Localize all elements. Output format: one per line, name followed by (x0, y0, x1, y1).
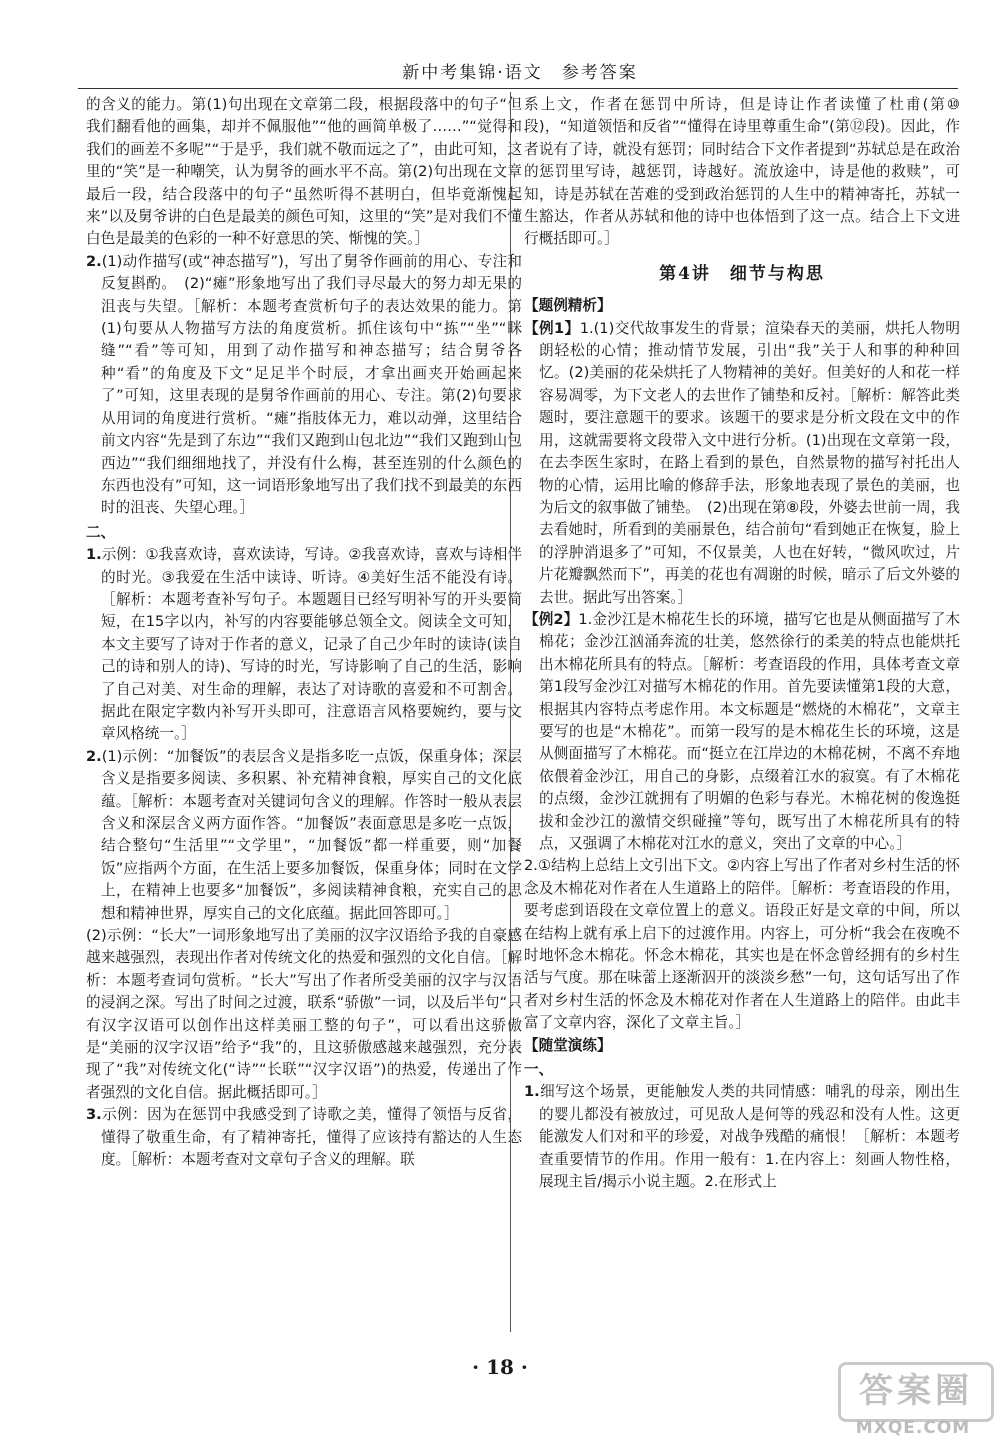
subsection-heading: 【题例精析】 (524, 297, 612, 315)
lecture-title: 第4讲 细节与构思 (659, 263, 825, 284)
answer-item (86, 251, 522, 520)
answer-paragraph: 2.①结构上总结上文引出下文。②内容上写出了作者对乡村生活的怀念及木棉花对作者在人生道路上的陪伴。［解析：考查语段的作用，要考虑到语段在文章位置上的意义。语段正好是文章的中间，所以在结构上就有承上启下的过渡作用。内容上，可分析“我会在夜晚不时地怀念木棉花。怀念木棉花，其实也是在怀念曾经拥有的乡村生活与气度。那在味蕾上逐渐泅开的淡淡乡愁”一句，这句话写出了作者对乡村生活的怀念及木棉花对作者在人生道路上的陪伴。由此丰富了文章内容，深化了文章主旨。］ (524, 857, 960, 1032)
item-number: 2. (86, 252, 102, 270)
header-rule (78, 88, 958, 89)
watermark-text: 答案圈 (838, 1362, 994, 1422)
item-text: (1)动作描写(或“神态描写”)，写出了舅爷作画前的用心、专注和反复斟酌。 (2)“瘫”形象地写出了我们寻尽最大的努力却无果的沮丧与失望。［解析：本题考查赏析句子的表达效果的能力。第(1)句要从人物描写方法的角度赏析。抓住该句中“拣”“坐”“眯缝”“看”等可知，用到了动作描写和神态描写；结合舅爷各种“看”的角度及下文“足足半个时辰，才拿出画夹开始画起来了”可知，这里表现的是舅爷作画前的用心、专注。第(2)句要求从用词的角度进行赏析。“瘫”指肢体无力，难以动弹，这里结合前文内容“先是到了东边”“我们又跑到山包北边”“我们又跑到山包西边”“我们细细地找了，并没有什么梅，甚至连别的什么颜色的东西也没有”可知，这一词语形象地写出了我们找不到最美的东西时的沮丧、失望心理。］ (101, 252, 522, 517)
example-text: 1.(1)交代故事发生的背景；渲染春天的美丽，烘托人物明朗轻松的心情；推动情节发展，引出“我”关于人和事的种种回忆。(2)美丽的花朵烘托了人物精神的美好。但美好的人和花一样容易凋零，为下文老人的去世作了铺垫和反衬。［解析：解答此类题时，要注意题干的要求。该题干的要求是分析文段在文中的作用，这就需要将文段带入文中进行分析。(1)出现在文章第一段，在去李医生家时，在路上看到的景色，自然景物的描写衬托出人物的心情，运用比喻的修辞手法，形象地表现了景色的美丽，也为后文的叙事做了铺垫。 (2)出现在第⑧段，外婆去世前一周，我去看她时，所看到的美丽景色，结合前句“看到她正在恢复，脸上的浮肿消退多了”可知，不仅景美，人也在好转，“微风吹过，片片花瓣飘然而下”，再美的花也有凋谢的时候，暗示了后文外婆的去世。据此写出答案。］ (539, 319, 960, 606)
answer-item (524, 1081, 960, 1193)
column-divider (510, 92, 511, 1332)
item-number: 1. (86, 546, 102, 564)
item-text: 示例：因为在惩罚中我感受到了诗歌之美，懂得了领悟与反省，懂得了敬重生命，有了精神寄托，懂得了应该持有豁达的人生态度。［解析：本题考查对文章句子含义的理解。联 (101, 1106, 522, 1169)
answer-paragraph: 的含义的能力。第(1)句出现在文章第二段，根据段落中的句子“但我们翻看他的画集，却并不佩服他”“他的画简单极了……”“觉得和我们的画差不多呢”“于是乎，我们就不敬而远之了”，由此可知，这里的“笑”是一种嘲笑，认为舅爷的画水平不高。第(2)句出现在文章最后一段，结合段落中的句子“虽然听得不甚明白，但毕竟渐愧起来”以及舅爷讲的白色是最美的颜色可知，这里的“笑”是对我们不懂白色是最美的色彩的一种不好意思的笑、惭愧的笑。］ (86, 96, 522, 248)
section-heading: 二、 (86, 523, 116, 541)
answer-paragraph: 系上文，作者在惩罚中所诗，但是诗让作者读懂了杜甫(第⑩段)，“知道领悟和反省”“懂得在诗里尊重生命”(第⑫段)。因此，作者说有了诗，就没有惩罚；同时结合下文作者提到“苏轼总是在政治的惩罚里写诗，越惩罚，诗越好。流放途中，诗是他的救赎”，可知，诗是苏轼在苦难的受到政治惩罚的人生中的精神寄托，苏轼一生豁达，作者从苏轼和他的诗中也体悟到了这一点。结合上下文进行概括即可。］ (524, 96, 960, 248)
answer-item (86, 746, 522, 925)
item-text: 细写这个场景，更能触发人类的共同情感：哺乳的母亲，刚出生的婴儿都没有被放过，可见敌人是何等的残忍和没有人性。这更能激发人们对和平的珍爱，对战争残酷的痛恨！［解析：本题考查重要情节的作用。作用一般有：1.在内容上：刻画人物性格，展现主旨/揭示小说主题。2.在形式上 (539, 1083, 960, 1191)
right-column (524, 94, 960, 1194)
item-number: 2. (86, 747, 102, 765)
example-tag: 【例2】 (524, 610, 579, 628)
section-heading: 一、 (524, 1061, 554, 1079)
item-text: (1)示例：“加餐饭”的表层含义是指多吃一点饭，保重身体；深层含义是指要多阅读、多积累、补充精神食粮，厚实自己的文化底蕴。［解析：本题考查对关键词句含义的理解。作答时一般从表层含义和深层含义两方面作答。“加餐饭”表面意思是多吃一点饭，结合整句“生活里”“文学里”，“加餐饭”都一样重要，则“加餐饭”应指两个方面，在生活上要多加餐饭，保重身体；同时在文学上，在精神上也要多“加餐饭”，多阅读精神食粮，充实自己的思想和精神世界，厚实自己的文化底蕴。据此回答即可。］ (101, 747, 522, 922)
watermark-url: MXQE.COM (855, 1418, 971, 1438)
watermark-logo (838, 1362, 988, 1440)
example-tag: 【例1】 (524, 319, 580, 337)
item-text: 示例：①我喜欢诗，喜欢读诗，写诗。②我喜欢诗，喜欢与诗相伴的时光。③我爱在生活中读诗、听诗。④美好生活不能没有诗。［解析：本题考查补写句子。本题题目已经写明补写的开头要简短，在15字以内，补写的内容要能够总领全文。阅读全文可知，本文主要写了诗对于作者的意义，记录了自己少年时的读诗(读自己的诗和别人的诗)、写诗的时光，写诗影响了自己的生活，影响了自己对美、对生命的理解，表达了对诗歌的喜爱和不可割舍。据此在限定字数内补写开头即可，注意语言风格要婉约，要与文章风格统一。］ (101, 546, 522, 743)
header-title: 新中考集锦·语文 参考答案 (402, 63, 638, 83)
item-number: 3. (86, 1106, 102, 1124)
item-number: 1. (524, 1083, 540, 1101)
example-answer (524, 318, 960, 609)
page-number: · 18 · (472, 1355, 528, 1379)
left-column (86, 94, 522, 1172)
subsection-heading: 【随堂演练】 (524, 1036, 612, 1054)
example-text: 1.金沙江是木棉花生长的环境，描写它也是从侧面描写了木棉花；金沙江汹涌奔流的壮美，悠然徐行的柔美的特点也能烘托出木棉花所具有的特点。［解析：考查语段的作用，具体考查文章第1段写金沙江对描写木棉花的作用。首先要读懂第1段的大意，根据其内容特点考虑作用。本文标题是“燃烧的木棉花”，文章主要写的也是“木棉花”。而第一段写的是木棉花生长的环境，这是从侧面描写了木棉花。而“挺立在江岸边的木棉花树，不离不弃地依偎着金沙江，用自己的身影，点缀着江水的寂寞。有了木棉花的点缀，金沙江就拥有了明媚的色彩与春光。木棉花树的俊逸挺拔和金沙江的激情交织碰撞”等句，既写出了木棉花所具有的特点，又强调了木棉花对江水的意义，突出了文章的中心。］ (539, 610, 960, 852)
answer-item (86, 1104, 522, 1171)
example-answer (524, 609, 960, 855)
answer-item (86, 544, 522, 746)
page-header (90, 58, 950, 86)
answer-paragraph: (2)示例：“长大”一词形象地写出了美丽的汉字汉语给予我的自豪感越来越强烈，表现出作者对传统文化的热爱和强烈的文化自信。［解析：本题考查词句赏析。“长大”写出了作者所受美丽的汉字与汉语的浸润之深。写出了时间之过渡，联系“骄傲”一词，以及后半句“只有汉字汉语可以创作出这样美丽工整的句子”，可以看出这骄傲是“美丽的汉字汉语”给予“我”的，且这骄傲感越来越强烈，充分表现了“我”对传统文化(“诗”“长联”“汉字汉语”)的热爱，传递出了作者强烈的文化自信。据此概括即可。］ (86, 927, 522, 1101)
